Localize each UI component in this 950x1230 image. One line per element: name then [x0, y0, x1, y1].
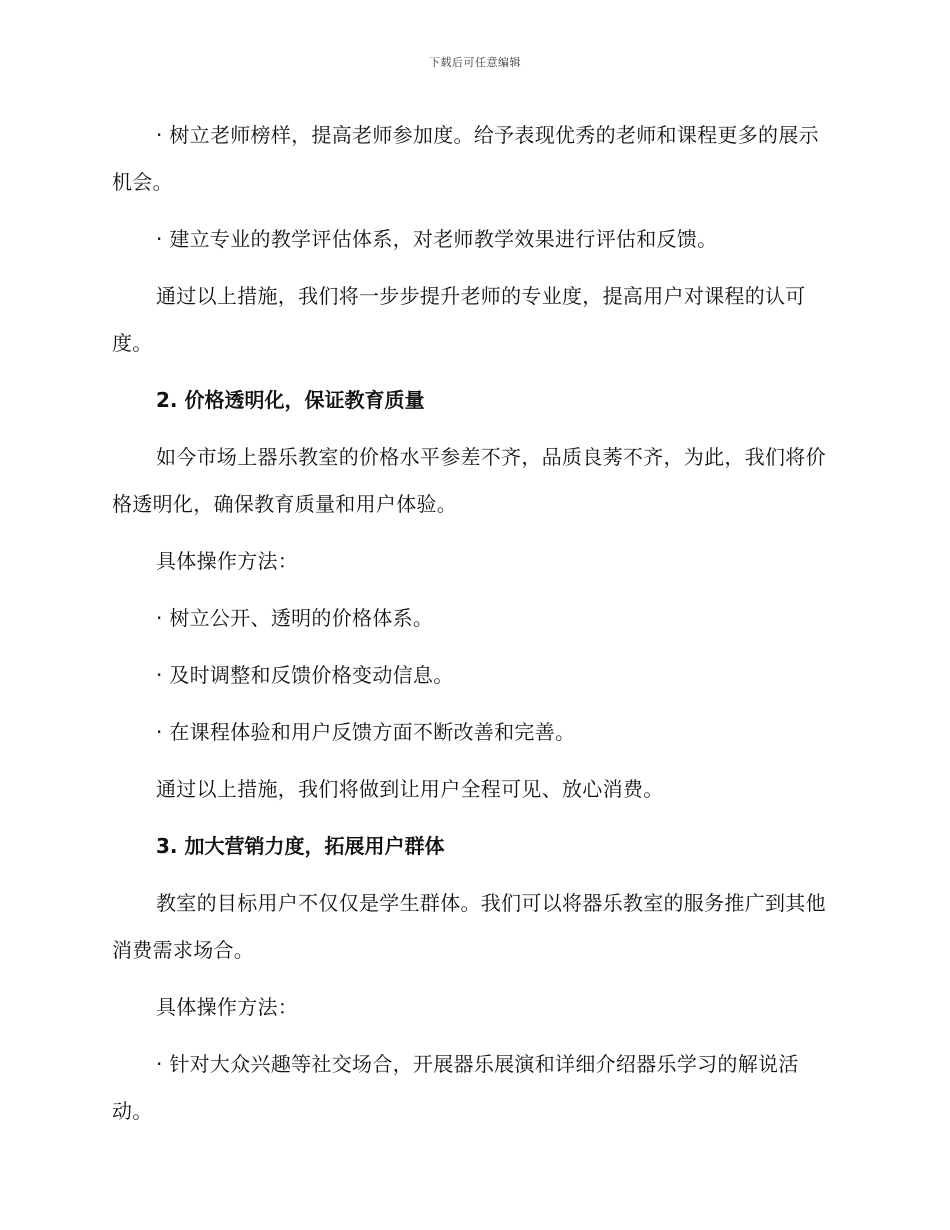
paragraph-methods-label-2: 具体操作方法：: [156, 995, 299, 1019]
page-header: 下载后可任意编辑: [429, 56, 521, 69]
paragraph-summary-teachers: 通过以上措施，我们将一步步提升老师的专业度，提高用户对课程的认可度。: [112, 284, 806, 355]
bullet-social-events: · 针对大众兴趣等社交场合，开展器乐展演和详细介绍器乐学习的解说活动。: [112, 1052, 799, 1123]
paragraph-marketing-intro: 教室的目标用户不仅仅是学生群体。我们可以将器乐教室的服务推广到其他消费需求场合。: [112, 891, 826, 962]
paragraph-summary-pricing: 通过以上措施，我们将做到让用户全程可见、放心消费。: [156, 777, 664, 801]
paragraph-methods-label: 具体操作方法：: [156, 549, 299, 573]
bullet-price-system: · 树立公开、透明的价格体系。: [156, 606, 434, 630]
section-heading-marketing: 3. 加大营销力度，拓展用户群体: [156, 834, 445, 858]
bullet-improvement: · 在课程体验和用户反馈方面不断改善和完善。: [156, 720, 576, 744]
bullet-evaluation-system: · 建立专业的教学评估体系，对老师教学效果进行评估和反馈。: [156, 227, 718, 251]
document-body: [112, 112, 832, 1145]
section-heading-pricing: 2. 价格透明化，保证教育质量: [156, 388, 425, 412]
bullet-price-feedback: · 及时调整和反馈价格变动信息。: [156, 663, 454, 687]
bullet-teacher-role-model: · 树立老师榜样，提高老师参加度。给予表现优秀的老师和课程更多的展示机会。: [112, 123, 819, 194]
paragraph-pricing-intro: 如今市场上器乐教室的价格水平参差不齐，品质良莠不齐，为此，我们将价格透明化，确保教育质量和用户体验。: [112, 445, 826, 516]
